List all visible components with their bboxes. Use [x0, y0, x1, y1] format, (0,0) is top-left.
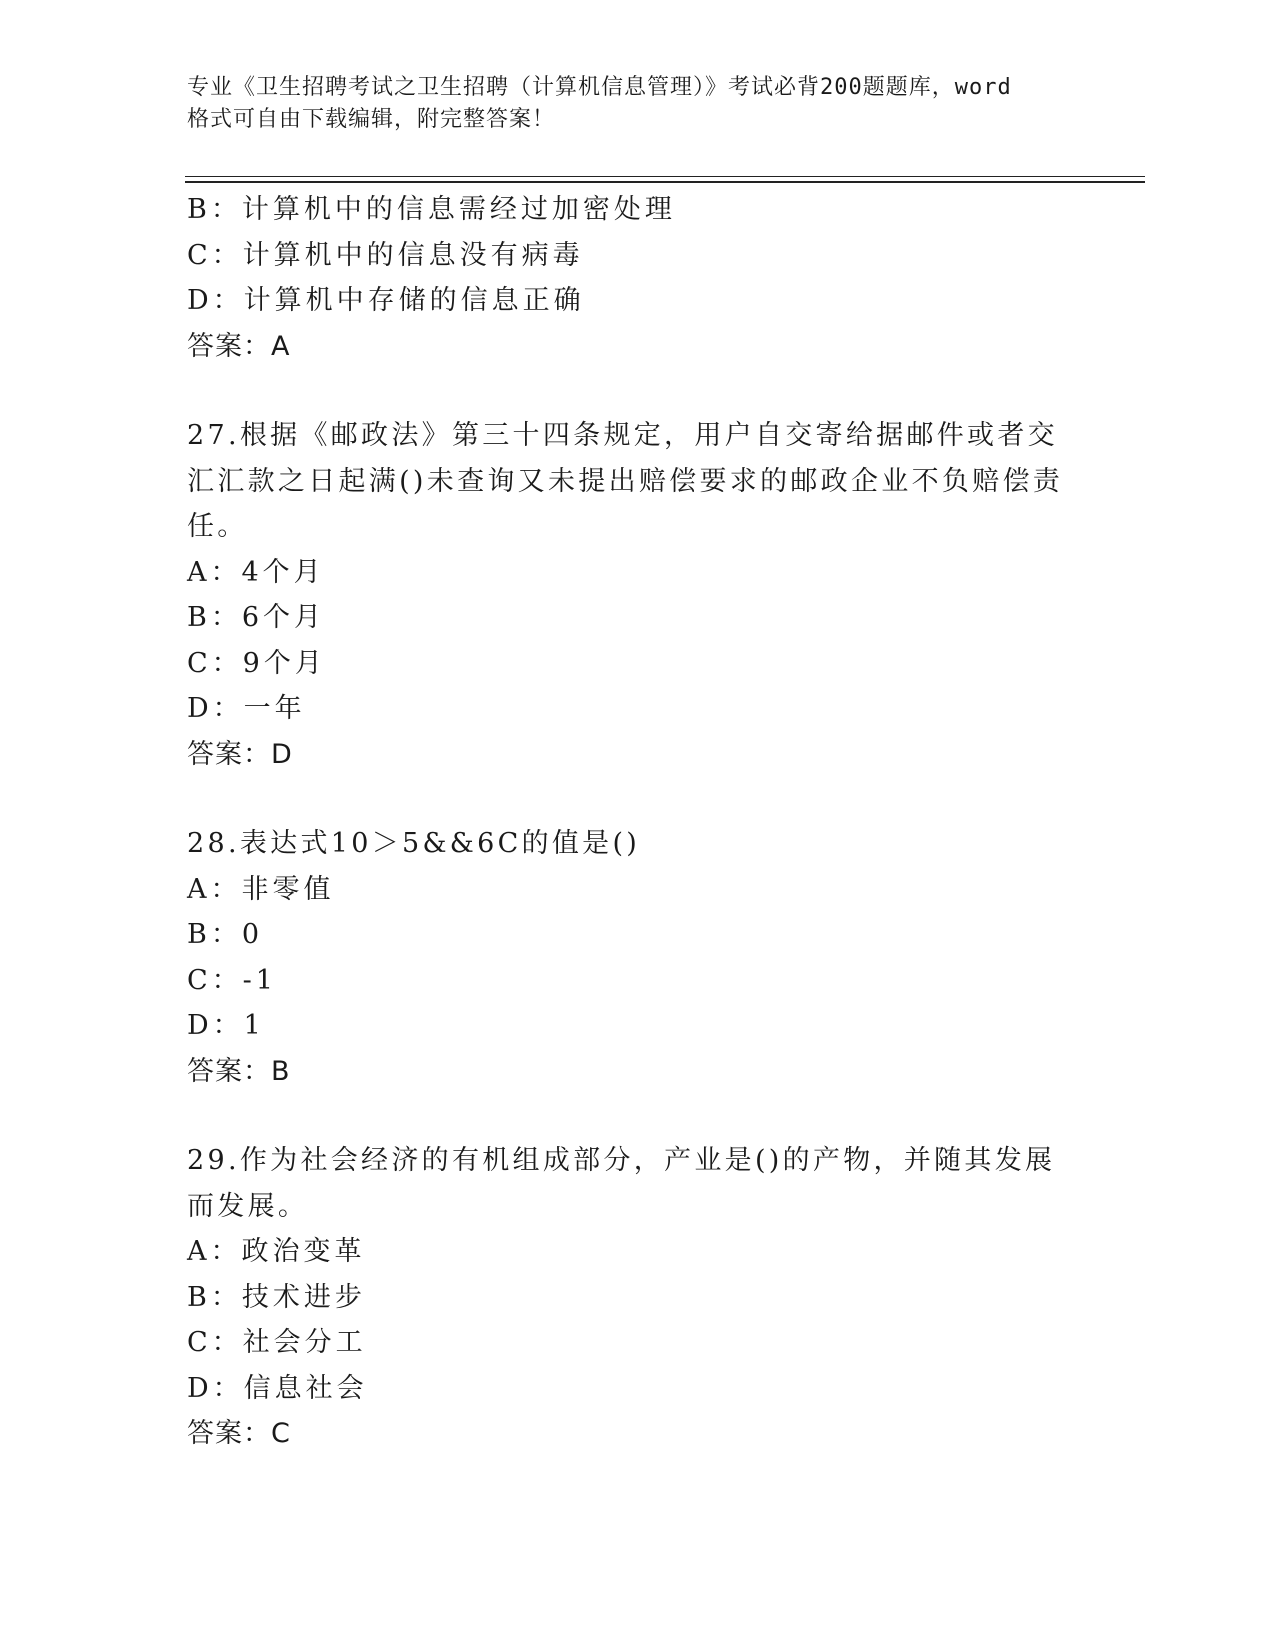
header-line-1: 专业《卫生招聘考试之卫生招聘（计算机信息管理）》考试必背200题题库，word — [187, 75, 1012, 100]
question-block-27 — [187, 413, 1087, 777]
question-list — [187, 187, 1087, 1457]
option-c: C：计算机中的信息没有病毒 — [187, 239, 584, 271]
option-b: B：计算机中的信息需经过加密处理 — [187, 194, 676, 225]
answer-line: 答案：D — [187, 738, 293, 770]
option-b: B：技术进步 — [187, 1281, 366, 1313]
answer-line: 答案：A — [187, 330, 291, 362]
question-block-29 — [187, 1138, 1087, 1457]
question-stem: 29.作为社会经济的有机组成部分，产业是()的产物，并随其发展而发展。 — [187, 1145, 1056, 1222]
answer-line: 答案：C — [187, 1418, 291, 1449]
option-c: C：9个月 — [187, 647, 326, 679]
option-a: A：非零值 — [187, 873, 335, 905]
option-b: B：6个月 — [187, 602, 326, 633]
option-c: C：社会分工 — [187, 1327, 367, 1358]
option-d: D：1 — [187, 1010, 265, 1041]
document-header — [187, 72, 1087, 136]
option-d: D：计算机中存储的信息正确 — [187, 285, 585, 316]
question-block-28 — [187, 821, 1087, 1094]
header-divider-thick — [185, 181, 1145, 183]
option-c: C：-1 — [187, 964, 277, 996]
option-a: A：4个月 — [187, 556, 325, 588]
question-block-26-tail — [187, 187, 1087, 369]
answer-line: 答案：B — [187, 1055, 291, 1087]
header-line-2: 格式可自由下载编辑，附完整答案！ — [187, 107, 556, 132]
option-d: D：一年 — [187, 693, 306, 724]
spacer — [187, 777, 1087, 821]
option-a: A：政治变革 — [187, 1236, 366, 1267]
spacer — [187, 369, 1087, 413]
option-b: B：0 — [187, 919, 264, 950]
header-divider-thin — [185, 176, 1145, 177]
option-d: D：信息社会 — [187, 1372, 368, 1404]
spacer — [187, 1094, 1087, 1138]
question-stem: 28.表达式10＞5&&6C的值是() — [187, 828, 641, 859]
question-stem: 27.根据《邮政法》第三十四条规定，用户自交寄给据邮件或者交汇汇款之日起满()未查询又未提出赔偿要求的邮政企业不负赔偿责任。 — [187, 420, 1064, 542]
